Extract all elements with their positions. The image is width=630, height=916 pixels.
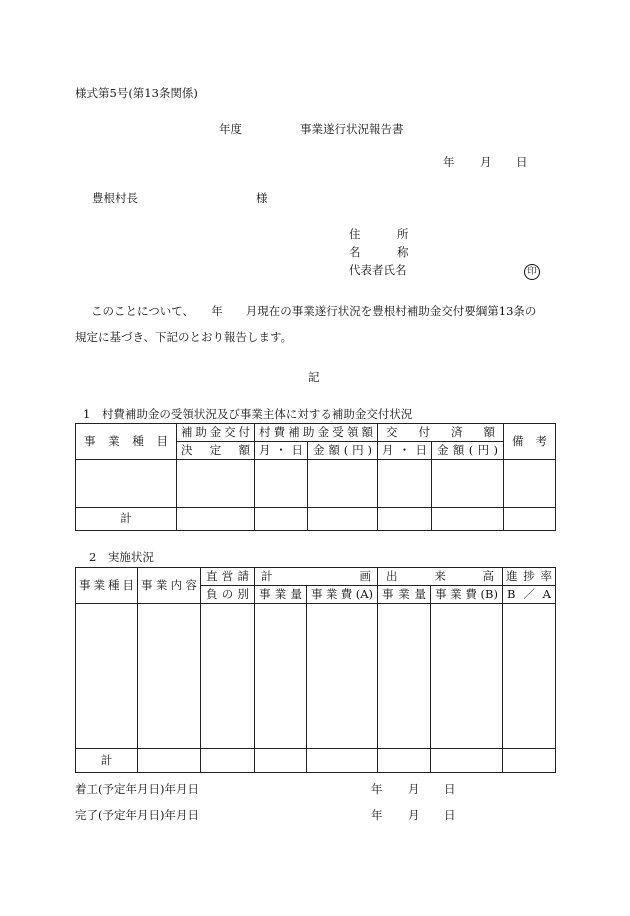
cell[interactable] [308, 460, 378, 508]
header-note: 備考 [504, 424, 556, 460]
representative-label: 代表者氏名 [349, 263, 407, 277]
ki-heading: 記 [308, 370, 320, 384]
cell[interactable] [432, 460, 504, 508]
cell[interactable] [138, 749, 201, 773]
name-label-1: 名 [349, 245, 361, 259]
total-row [76, 749, 556, 773]
start-date-label: 着工(予定年月日)年月日 [75, 782, 199, 796]
finish-date-label: 完了(予定年月日)年月日 [75, 808, 199, 822]
cell[interactable] [177, 508, 255, 531]
header-paid: 交 付 済 額 [378, 424, 504, 442]
header-type: 事業種目 [76, 424, 177, 460]
header-received: 村費補助金受領額 [255, 424, 378, 442]
cell[interactable] [431, 604, 503, 749]
cell[interactable] [76, 604, 138, 749]
section2-heading: 2 実施状況 [89, 550, 154, 564]
cell[interactable] [307, 749, 378, 773]
address-label-1: 住 [349, 227, 361, 241]
addressee-name: 豊根村長 [92, 191, 138, 205]
header-actual: 出 来 高 [378, 568, 503, 586]
header-plan-qty: 事業量 [255, 586, 307, 604]
body-line-1: このことについて、 年 月現在の事業遂行状況を豊根村補助金交付要綱第13条の [91, 304, 537, 318]
header-type: 事業種目 [76, 568, 138, 604]
cell[interactable] [255, 508, 308, 531]
cell[interactable] [201, 604, 255, 749]
table-row [76, 604, 556, 749]
date-month: 月 [480, 155, 492, 169]
header-paid-amount: 金額(円) [432, 442, 504, 460]
start-month: 月 [408, 782, 420, 796]
cell[interactable] [255, 749, 307, 773]
finish-month: 月 [408, 808, 420, 822]
cell[interactable] [76, 460, 177, 508]
body-line-2: 規定に基づき、下記のとおり報告します。 [75, 330, 293, 344]
cell[interactable] [432, 508, 504, 531]
table-row [76, 460, 556, 508]
cell[interactable] [138, 604, 201, 749]
finish-year: 年 [371, 808, 383, 822]
cell[interactable] [378, 460, 432, 508]
start-day: 日 [444, 782, 456, 796]
total-row [76, 508, 556, 531]
cell[interactable] [378, 604, 431, 749]
cell[interactable] [431, 749, 503, 773]
start-year: 年 [371, 782, 383, 796]
name-label-2: 称 [397, 245, 409, 259]
header-actual-cost: 事業費(B) [431, 586, 503, 604]
cell[interactable] [177, 460, 255, 508]
header-progress: 進捗率 [503, 568, 556, 586]
header-direct-1: 直営請 [201, 568, 255, 586]
header-plan: 計 画 [255, 568, 378, 586]
address-label-2: 所 [397, 227, 409, 241]
implementation-table [75, 567, 556, 773]
total-label: 計 [76, 508, 177, 531]
form-label: 様式第5号(第13条関係) [75, 86, 198, 100]
cell[interactable] [308, 508, 378, 531]
cell[interactable] [378, 508, 432, 531]
cell[interactable] [255, 604, 307, 749]
header-actual-qty: 事業量 [378, 586, 431, 604]
header-received-amount: 金額(円) [308, 442, 378, 460]
page-title: 事業遂行状況報告書 [300, 122, 404, 136]
title-year-label: 年度 [219, 122, 242, 136]
header-plan-cost: 事業費(A) [307, 586, 378, 604]
header-content: 事業内容 [138, 568, 201, 604]
header-ratio: B ／ A [503, 586, 556, 604]
section1-heading: 1 村費補助金の受領状況及び事業主体に対する補助金交付状況 [83, 407, 413, 421]
header-paid-md: 月 ・ 日 [378, 442, 432, 460]
header-decision-2: 決定額 [177, 442, 255, 460]
cell[interactable] [504, 460, 556, 508]
header-received-md: 月 ・ 日 [255, 442, 308, 460]
cell[interactable] [503, 604, 556, 749]
seal-mark: 印 [524, 264, 540, 280]
header-decision-1: 補助金交付 [177, 424, 255, 442]
cell[interactable] [307, 604, 378, 749]
cell[interactable] [503, 749, 556, 773]
cell[interactable] [201, 749, 255, 773]
addressee-honorific: 様 [256, 191, 268, 205]
date-day: 日 [516, 155, 528, 169]
total-label: 計 [76, 749, 138, 773]
date-year: 年 [443, 155, 455, 169]
header-direct-2: 負の別 [201, 586, 255, 604]
cell[interactable] [504, 508, 556, 531]
cell[interactable] [378, 749, 431, 773]
receipt-table [75, 423, 556, 531]
cell[interactable] [255, 460, 308, 508]
finish-day: 日 [444, 808, 456, 822]
